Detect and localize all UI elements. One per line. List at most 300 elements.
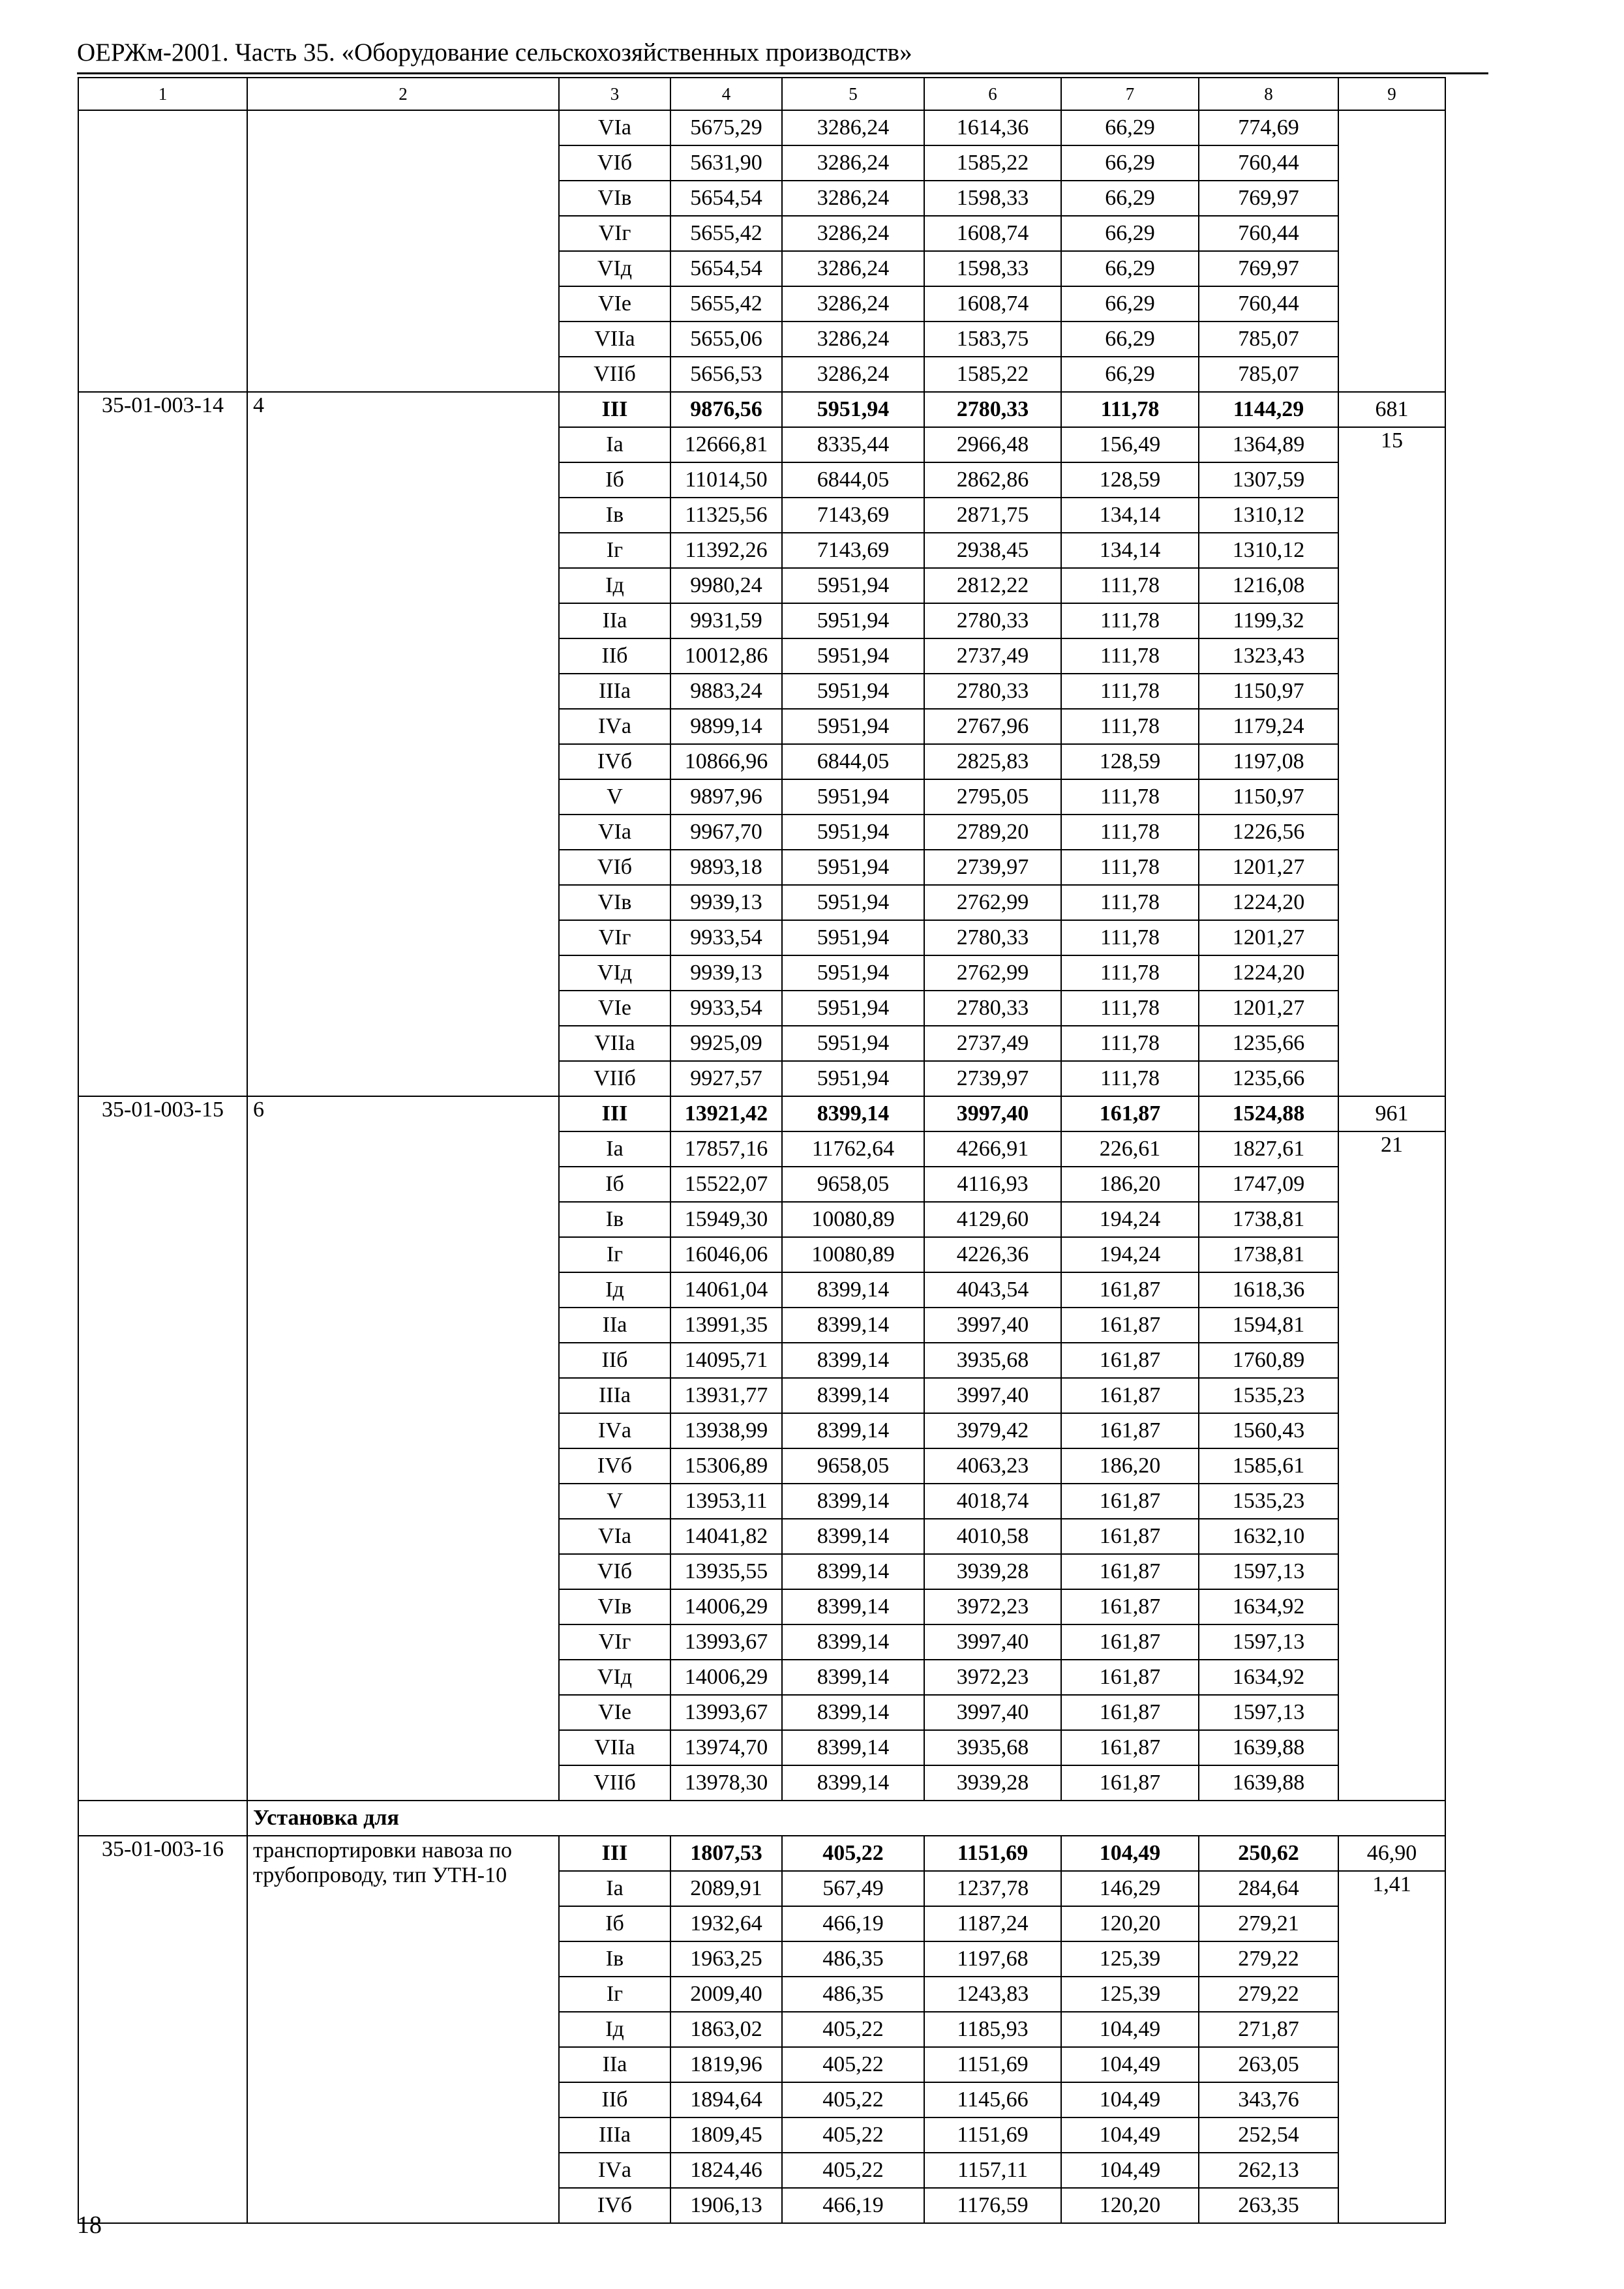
total-cost-cell: 9927,57 bbox=[670, 1061, 782, 1096]
labor-cost-cell: 3979,42 bbox=[924, 1413, 1061, 1448]
labor-cost-cell: 3997,40 bbox=[924, 1308, 1061, 1343]
machine-cost-cell: 111,78 bbox=[1061, 603, 1199, 638]
machine-cost-cell: 111,78 bbox=[1061, 779, 1199, 815]
zone-cell: VIIа bbox=[559, 322, 670, 357]
table-row bbox=[78, 392, 1445, 427]
equipment-cost-cell: 5951,94 bbox=[782, 603, 924, 638]
weight-cell: 1,41 bbox=[1338, 1871, 1445, 2223]
material-cost-cell: 1597,13 bbox=[1199, 1624, 1338, 1660]
equipment-cost-cell: 3286,24 bbox=[782, 216, 924, 251]
zone-cell: VIг bbox=[559, 920, 670, 955]
total-cost-cell: 15522,07 bbox=[670, 1167, 782, 1202]
machine-cost-cell: 111,78 bbox=[1061, 885, 1199, 920]
machine-cost-cell: 134,14 bbox=[1061, 533, 1199, 568]
equipment-cost-cell: 5951,94 bbox=[782, 674, 924, 709]
equipment-cost-cell: 3286,24 bbox=[782, 145, 924, 181]
total-cost-cell: 1807,53 bbox=[670, 1836, 782, 1871]
total-cost-cell: 14006,29 bbox=[670, 1660, 782, 1695]
labor-cost-cell: 2871,75 bbox=[924, 498, 1061, 533]
zone-cell: III bbox=[559, 1096, 670, 1131]
labor-cost-cell: 1614,36 bbox=[924, 110, 1061, 145]
zone-cell: VIв bbox=[559, 1589, 670, 1624]
equipment-cost-cell: 8399,14 bbox=[782, 1554, 924, 1589]
page-number: 18 bbox=[77, 2211, 102, 2239]
labor-cost-cell: 2780,33 bbox=[924, 392, 1061, 427]
equipment-cost-cell: 5951,94 bbox=[782, 885, 924, 920]
machine-cost-cell: 120,20 bbox=[1061, 1906, 1199, 1941]
material-cost-cell: 1224,20 bbox=[1199, 885, 1338, 920]
column-number-cell: 1 bbox=[78, 78, 247, 110]
equipment-cost-cell: 8399,14 bbox=[782, 1272, 924, 1308]
total-cost-cell: 13993,67 bbox=[670, 1624, 782, 1660]
equipment-cost-cell: 5951,94 bbox=[782, 1026, 924, 1061]
labor-cost-cell: 1598,33 bbox=[924, 181, 1061, 216]
equipment-cost-cell: 8399,14 bbox=[782, 1519, 924, 1554]
material-cost-cell: 760,44 bbox=[1199, 145, 1338, 181]
zone-cell: IVб bbox=[559, 2188, 670, 2223]
material-cost-cell: 1618,36 bbox=[1199, 1272, 1338, 1308]
material-cost-cell: 1634,92 bbox=[1199, 1660, 1338, 1695]
material-cost-cell: 1524,88 bbox=[1199, 1096, 1338, 1131]
machine-cost-cell: 66,29 bbox=[1061, 286, 1199, 322]
total-cost-cell: 9876,56 bbox=[670, 392, 782, 427]
column-number-cell: 8 bbox=[1199, 78, 1338, 110]
equipment-cost-cell: 3286,24 bbox=[782, 181, 924, 216]
labor-cost-cell: 2825,83 bbox=[924, 744, 1061, 779]
equipment-cost-cell: 5951,94 bbox=[782, 920, 924, 955]
material-cost-cell: 279,22 bbox=[1199, 1977, 1338, 2012]
zone-cell: V bbox=[559, 1484, 670, 1519]
total-cost-cell: 1906,13 bbox=[670, 2188, 782, 2223]
material-cost-cell: 1594,81 bbox=[1199, 1308, 1338, 1343]
material-cost-cell: 1597,13 bbox=[1199, 1554, 1338, 1589]
zone-cell: IIа bbox=[559, 603, 670, 638]
zone-cell: III bbox=[559, 392, 670, 427]
labor-cost-cell: 1585,22 bbox=[924, 145, 1061, 181]
zone-cell: IIIа bbox=[559, 2117, 670, 2153]
total-cost-cell: 5631,90 bbox=[670, 145, 782, 181]
labor-cost-cell: 4129,60 bbox=[924, 1202, 1061, 1237]
equipment-cost-cell: 405,22 bbox=[782, 2082, 924, 2117]
machine-cost-cell: 66,29 bbox=[1061, 251, 1199, 286]
name-cell bbox=[247, 110, 559, 392]
zone-cell: Iб bbox=[559, 1167, 670, 1202]
equipment-cost-cell: 6844,05 bbox=[782, 462, 924, 498]
equipment-cost-cell: 8399,14 bbox=[782, 1484, 924, 1519]
material-cost-cell: 279,21 bbox=[1199, 1906, 1338, 1941]
labor-cost-cell: 4116,93 bbox=[924, 1167, 1061, 1202]
material-cost-cell: 1235,66 bbox=[1199, 1026, 1338, 1061]
machine-cost-cell: 194,24 bbox=[1061, 1202, 1199, 1237]
equipment-cost-cell: 5951,94 bbox=[782, 392, 924, 427]
machine-cost-cell: 120,20 bbox=[1061, 2188, 1199, 2223]
zone-cell: Iд bbox=[559, 2012, 670, 2047]
equipment-cost-cell: 5951,94 bbox=[782, 568, 924, 603]
equipment-cost-cell: 5951,94 bbox=[782, 850, 924, 885]
labor-cost-cell: 2767,96 bbox=[924, 709, 1061, 744]
total-cost-cell: 17857,16 bbox=[670, 1131, 782, 1167]
name-cell: 6 bbox=[247, 1096, 559, 1801]
column-number-cell: 4 bbox=[670, 78, 782, 110]
total-cost-cell: 9925,09 bbox=[670, 1026, 782, 1061]
material-cost-cell: 785,07 bbox=[1199, 322, 1338, 357]
labor-cost-cell: 2739,97 bbox=[924, 850, 1061, 885]
labor-cost-cell: 1187,24 bbox=[924, 1906, 1061, 1941]
material-cost-cell: 769,97 bbox=[1199, 251, 1338, 286]
total-cost-cell: 12666,81 bbox=[670, 427, 782, 462]
total-cost-cell: 13938,99 bbox=[670, 1413, 782, 1448]
material-cost-cell: 1144,29 bbox=[1199, 392, 1338, 427]
machine-cost-cell: 161,87 bbox=[1061, 1308, 1199, 1343]
material-cost-cell: 1216,08 bbox=[1199, 568, 1338, 603]
page-header-title: ОЕРЖм-2001. Часть 35. «Оборудование сельскохозяйственных производств» bbox=[77, 38, 912, 67]
material-cost-cell: 1760,89 bbox=[1199, 1343, 1338, 1378]
total-cost-cell: 14006,29 bbox=[670, 1589, 782, 1624]
total-cost-cell: 11325,56 bbox=[670, 498, 782, 533]
machine-cost-cell: 161,87 bbox=[1061, 1096, 1199, 1131]
material-cost-cell: 1597,13 bbox=[1199, 1695, 1338, 1730]
labor-cost-cell: 3997,40 bbox=[924, 1096, 1061, 1131]
column-number-cell: 5 bbox=[782, 78, 924, 110]
total-cost-cell: 5656,53 bbox=[670, 357, 782, 392]
column-number-cell: 6 bbox=[924, 78, 1061, 110]
zone-cell: VIа bbox=[559, 815, 670, 850]
material-cost-cell: 1150,97 bbox=[1199, 674, 1338, 709]
total-cost-cell: 13935,55 bbox=[670, 1554, 782, 1589]
labor-cost-cell: 1176,59 bbox=[924, 2188, 1061, 2223]
labor-cost-cell: 4266,91 bbox=[924, 1131, 1061, 1167]
machine-cost-cell: 104,49 bbox=[1061, 2012, 1199, 2047]
material-cost-cell: 1535,23 bbox=[1199, 1378, 1338, 1413]
machine-cost-cell: 111,78 bbox=[1061, 991, 1199, 1026]
equipment-cost-cell: 405,22 bbox=[782, 2153, 924, 2188]
total-cost-cell: 13931,77 bbox=[670, 1378, 782, 1413]
machine-cost-cell: 111,78 bbox=[1061, 1061, 1199, 1096]
total-cost-cell: 15949,30 bbox=[670, 1202, 782, 1237]
total-cost-cell: 14061,04 bbox=[670, 1272, 782, 1308]
zone-cell: Iа bbox=[559, 1131, 670, 1167]
machine-cost-cell: 111,78 bbox=[1061, 955, 1199, 991]
machine-cost-cell: 161,87 bbox=[1061, 1484, 1199, 1519]
material-cost-cell: 1226,56 bbox=[1199, 815, 1338, 850]
zone-cell: IVб bbox=[559, 1448, 670, 1484]
labor-cost-cell: 1145,66 bbox=[924, 2082, 1061, 2117]
labor-cost-cell: 1243,83 bbox=[924, 1977, 1061, 2012]
equipment-cost-cell: 8399,14 bbox=[782, 1308, 924, 1343]
equipment-cost-cell: 9658,05 bbox=[782, 1167, 924, 1202]
machine-cost-cell: 226,61 bbox=[1061, 1131, 1199, 1167]
labor-cost-cell: 3935,68 bbox=[924, 1343, 1061, 1378]
zone-cell: VIб bbox=[559, 145, 670, 181]
zone-cell: III bbox=[559, 1836, 670, 1871]
zone-cell: VIв bbox=[559, 181, 670, 216]
zone-cell: VIе bbox=[559, 1695, 670, 1730]
total-cost-cell: 9939,13 bbox=[670, 885, 782, 920]
equipment-cost-cell: 8399,14 bbox=[782, 1589, 924, 1624]
material-cost-cell: 1634,92 bbox=[1199, 1589, 1338, 1624]
equipment-cost-cell: 5951,94 bbox=[782, 709, 924, 744]
material-cost-cell: 262,13 bbox=[1199, 2153, 1338, 2188]
machine-cost-cell: 134,14 bbox=[1061, 498, 1199, 533]
section-title: Установка для bbox=[247, 1801, 1445, 1836]
material-cost-cell: 1201,27 bbox=[1199, 991, 1338, 1026]
labor-cost-cell: 4043,54 bbox=[924, 1272, 1061, 1308]
machine-cost-cell: 161,87 bbox=[1061, 1695, 1199, 1730]
machine-cost-cell: 125,39 bbox=[1061, 1941, 1199, 1977]
labor-cost-cell: 1197,68 bbox=[924, 1941, 1061, 1977]
total-cost-cell: 5654,54 bbox=[670, 181, 782, 216]
machine-cost-cell: 111,78 bbox=[1061, 1026, 1199, 1061]
total-cost-cell: 5655,42 bbox=[670, 216, 782, 251]
material-cost-cell: 1738,81 bbox=[1199, 1202, 1338, 1237]
machine-cost-cell: 125,39 bbox=[1061, 1977, 1199, 2012]
material-cost-cell: 1307,59 bbox=[1199, 462, 1338, 498]
labor-cost-cell: 2762,99 bbox=[924, 885, 1061, 920]
labor-cost-cell: 1151,69 bbox=[924, 1836, 1061, 1871]
total-cost-cell: 2009,40 bbox=[670, 1977, 782, 2012]
labor-cost-cell: 3972,23 bbox=[924, 1660, 1061, 1695]
material-cost-cell: 1201,27 bbox=[1199, 850, 1338, 885]
code-cell: 35-01-003-14 bbox=[78, 392, 247, 1096]
material-cost-cell: 1179,24 bbox=[1199, 709, 1338, 744]
equipment-cost-cell: 8399,14 bbox=[782, 1695, 924, 1730]
code-cell: 35-01-003-16 bbox=[78, 1836, 247, 2223]
total-cost-cell: 9933,54 bbox=[670, 991, 782, 1026]
zone-cell: VIIа bbox=[559, 1730, 670, 1765]
machine-cost-cell: 161,87 bbox=[1061, 1413, 1199, 1448]
zone-cell: V bbox=[559, 779, 670, 815]
zone-cell: VIг bbox=[559, 216, 670, 251]
machine-cost-cell: 66,29 bbox=[1061, 181, 1199, 216]
zone-cell: VIе bbox=[559, 991, 670, 1026]
equipment-cost-cell: 5951,94 bbox=[782, 815, 924, 850]
weight-cell bbox=[1338, 110, 1445, 392]
material-cost-cell: 1235,66 bbox=[1199, 1061, 1338, 1096]
zone-cell: VIд bbox=[559, 251, 670, 286]
equipment-cost-cell: 8399,14 bbox=[782, 1730, 924, 1765]
total-cost-cell: 13921,42 bbox=[670, 1096, 782, 1131]
material-cost-cell: 760,44 bbox=[1199, 286, 1338, 322]
equipment-cost-cell: 466,19 bbox=[782, 2188, 924, 2223]
material-cost-cell: 1585,61 bbox=[1199, 1448, 1338, 1484]
machine-cost-cell: 104,49 bbox=[1061, 1836, 1199, 1871]
column-number-cell: 9 bbox=[1338, 78, 1445, 110]
equipment-cost-cell: 5951,94 bbox=[782, 1061, 924, 1096]
total-cost-cell: 5655,06 bbox=[670, 322, 782, 357]
material-cost-cell: 250,62 bbox=[1199, 1836, 1338, 1871]
equipment-cost-cell: 6844,05 bbox=[782, 744, 924, 779]
equipment-cost-cell: 5951,94 bbox=[782, 638, 924, 674]
material-cost-cell: 1364,89 bbox=[1199, 427, 1338, 462]
equipment-cost-cell: 10080,89 bbox=[782, 1202, 924, 1237]
zone-cell: VIе bbox=[559, 286, 670, 322]
total-cost-cell: 14041,82 bbox=[670, 1519, 782, 1554]
machine-cost-cell: 146,29 bbox=[1061, 1871, 1199, 1906]
machine-cost-cell: 186,20 bbox=[1061, 1448, 1199, 1484]
total-cost-cell: 1809,45 bbox=[670, 2117, 782, 2153]
table-body bbox=[78, 78, 1445, 2223]
zone-cell: VIб bbox=[559, 1554, 670, 1589]
total-cost-cell: 9939,13 bbox=[670, 955, 782, 991]
machine-cost-cell: 161,87 bbox=[1061, 1343, 1199, 1378]
material-cost-cell: 343,76 bbox=[1199, 2082, 1338, 2117]
name-cell: транспортировки навоза по трубопроводу, тип УТН-10 bbox=[247, 1836, 559, 2223]
machine-cost-cell: 111,78 bbox=[1061, 920, 1199, 955]
labor-cost-cell: 2812,22 bbox=[924, 568, 1061, 603]
equipment-cost-cell: 8335,44 bbox=[782, 427, 924, 462]
machine-cost-cell: 161,87 bbox=[1061, 1378, 1199, 1413]
zone-cell: Iа bbox=[559, 1871, 670, 1906]
machine-cost-cell: 66,29 bbox=[1061, 322, 1199, 357]
equipment-cost-cell: 486,35 bbox=[782, 1941, 924, 1977]
equipment-cost-cell: 3286,24 bbox=[782, 357, 924, 392]
equipment-cost-cell: 567,49 bbox=[782, 1871, 924, 1906]
machine-cost-cell: 111,78 bbox=[1061, 709, 1199, 744]
total-cost-cell: 5654,54 bbox=[670, 251, 782, 286]
labor-cost-cell: 2789,20 bbox=[924, 815, 1061, 850]
material-cost-cell: 1224,20 bbox=[1199, 955, 1338, 991]
material-cost-cell: 1199,32 bbox=[1199, 603, 1338, 638]
labor-cost-cell: 2780,33 bbox=[924, 603, 1061, 638]
material-cost-cell: 263,05 bbox=[1199, 2047, 1338, 2082]
column-number-cell: 3 bbox=[559, 78, 670, 110]
material-cost-cell: 760,44 bbox=[1199, 216, 1338, 251]
zone-cell: IIб bbox=[559, 638, 670, 674]
total-cost-cell: 9883,24 bbox=[670, 674, 782, 709]
labor-cost-cell: 1157,11 bbox=[924, 2153, 1061, 2188]
total-cost-cell: 11392,26 bbox=[670, 533, 782, 568]
equipment-cost-cell: 5951,94 bbox=[782, 955, 924, 991]
labor-cost-cell: 2780,33 bbox=[924, 674, 1061, 709]
labor-cost-cell: 2795,05 bbox=[924, 779, 1061, 815]
equipment-cost-cell: 11762,64 bbox=[782, 1131, 924, 1167]
machine-cost-cell: 111,78 bbox=[1061, 638, 1199, 674]
equipment-cost-cell: 405,22 bbox=[782, 1836, 924, 1871]
labor-cost-cell: 1151,69 bbox=[924, 2117, 1061, 2153]
zone-cell: VIIб bbox=[559, 1061, 670, 1096]
labor-cost-cell: 4010,58 bbox=[924, 1519, 1061, 1554]
total-cost-cell: 1824,46 bbox=[670, 2153, 782, 2188]
material-cost-cell: 1827,61 bbox=[1199, 1131, 1338, 1167]
total-cost-cell: 11014,50 bbox=[670, 462, 782, 498]
machine-cost-cell: 186,20 bbox=[1061, 1167, 1199, 1202]
zone-cell: VIв bbox=[559, 885, 670, 920]
total-cost-cell: 15306,89 bbox=[670, 1448, 782, 1484]
machine-cost-cell: 111,78 bbox=[1061, 674, 1199, 709]
zone-cell: IVа bbox=[559, 709, 670, 744]
equipment-cost-cell: 8399,14 bbox=[782, 1624, 924, 1660]
labor-cost-cell: 2938,45 bbox=[924, 533, 1061, 568]
material-cost-cell: 1560,43 bbox=[1199, 1413, 1338, 1448]
material-cost-cell: 774,69 bbox=[1199, 110, 1338, 145]
equipment-cost-cell: 466,19 bbox=[782, 1906, 924, 1941]
equipment-cost-cell: 3286,24 bbox=[782, 322, 924, 357]
labor-cost-cell: 1151,69 bbox=[924, 2047, 1061, 2082]
equipment-cost-cell: 405,22 bbox=[782, 2012, 924, 2047]
material-cost-cell: 1150,97 bbox=[1199, 779, 1338, 815]
machine-cost-cell: 104,49 bbox=[1061, 2082, 1199, 2117]
equipment-cost-cell: 9658,05 bbox=[782, 1448, 924, 1484]
labor-cost-cell: 2862,86 bbox=[924, 462, 1061, 498]
zone-cell: Iг bbox=[559, 1237, 670, 1272]
price-table bbox=[78, 77, 1446, 2224]
zone-cell: Iв bbox=[559, 1202, 670, 1237]
equipment-cost-cell: 7143,69 bbox=[782, 498, 924, 533]
machine-cost-cell: 161,87 bbox=[1061, 1624, 1199, 1660]
material-cost-cell: 1639,88 bbox=[1199, 1765, 1338, 1801]
weight-cell: 961 bbox=[1338, 1096, 1445, 1131]
equipment-cost-cell: 8399,14 bbox=[782, 1096, 924, 1131]
total-cost-cell: 1863,02 bbox=[670, 2012, 782, 2047]
machine-cost-cell: 128,59 bbox=[1061, 744, 1199, 779]
total-cost-cell: 9933,54 bbox=[670, 920, 782, 955]
equipment-cost-cell: 10080,89 bbox=[782, 1237, 924, 1272]
machine-cost-cell: 161,87 bbox=[1061, 1730, 1199, 1765]
labor-cost-cell: 1598,33 bbox=[924, 251, 1061, 286]
zone-cell: IIб bbox=[559, 2082, 670, 2117]
equipment-cost-cell: 5951,94 bbox=[782, 991, 924, 1026]
equipment-cost-cell: 8399,14 bbox=[782, 1765, 924, 1801]
total-cost-cell: 9897,96 bbox=[670, 779, 782, 815]
machine-cost-cell: 104,49 bbox=[1061, 2047, 1199, 2082]
total-cost-cell: 13974,70 bbox=[670, 1730, 782, 1765]
equipment-cost-cell: 3286,24 bbox=[782, 110, 924, 145]
machine-cost-cell: 128,59 bbox=[1061, 462, 1199, 498]
labor-cost-cell: 3935,68 bbox=[924, 1730, 1061, 1765]
equipment-cost-cell: 8399,14 bbox=[782, 1343, 924, 1378]
section-title-row bbox=[78, 1801, 1445, 1836]
material-cost-cell: 1738,81 bbox=[1199, 1237, 1338, 1272]
machine-cost-cell: 111,78 bbox=[1061, 815, 1199, 850]
zone-cell: Iг bbox=[559, 533, 670, 568]
labor-cost-cell: 1583,75 bbox=[924, 322, 1061, 357]
labor-cost-cell: 4226,36 bbox=[924, 1237, 1061, 1272]
machine-cost-cell: 161,87 bbox=[1061, 1554, 1199, 1589]
zone-cell: IIа bbox=[559, 2047, 670, 2082]
column-number-row bbox=[78, 78, 1445, 110]
equipment-cost-cell: 8399,14 bbox=[782, 1378, 924, 1413]
material-cost-cell: 263,35 bbox=[1199, 2188, 1338, 2223]
material-cost-cell: 1747,09 bbox=[1199, 1167, 1338, 1202]
total-cost-cell: 16046,06 bbox=[670, 1237, 782, 1272]
machine-cost-cell: 66,29 bbox=[1061, 357, 1199, 392]
labor-cost-cell: 2737,49 bbox=[924, 638, 1061, 674]
zone-cell: Iд bbox=[559, 1272, 670, 1308]
total-cost-cell: 5655,42 bbox=[670, 286, 782, 322]
total-cost-cell: 1819,96 bbox=[670, 2047, 782, 2082]
zone-cell: VIIб bbox=[559, 357, 670, 392]
labor-cost-cell: 1608,74 bbox=[924, 286, 1061, 322]
zone-cell: Iа bbox=[559, 427, 670, 462]
material-cost-cell: 1535,23 bbox=[1199, 1484, 1338, 1519]
equipment-cost-cell: 405,22 bbox=[782, 2117, 924, 2153]
total-cost-cell: 10866,96 bbox=[670, 744, 782, 779]
total-cost-cell: 9980,24 bbox=[670, 568, 782, 603]
zone-cell: Iб bbox=[559, 462, 670, 498]
machine-cost-cell: 161,87 bbox=[1061, 1519, 1199, 1554]
total-cost-cell: 5675,29 bbox=[670, 110, 782, 145]
machine-cost-cell: 66,29 bbox=[1061, 110, 1199, 145]
machine-cost-cell: 161,87 bbox=[1061, 1765, 1199, 1801]
labor-cost-cell: 1237,78 bbox=[924, 1871, 1061, 1906]
total-cost-cell: 14095,71 bbox=[670, 1343, 782, 1378]
weight-cell: 15 bbox=[1338, 427, 1445, 1096]
zone-cell: IVа bbox=[559, 1413, 670, 1448]
zone-cell: VIIа bbox=[559, 1026, 670, 1061]
material-cost-cell: 785,07 bbox=[1199, 357, 1338, 392]
code-cell: 35-01-003-15 bbox=[78, 1096, 247, 1801]
machine-cost-cell: 156,49 bbox=[1061, 427, 1199, 462]
